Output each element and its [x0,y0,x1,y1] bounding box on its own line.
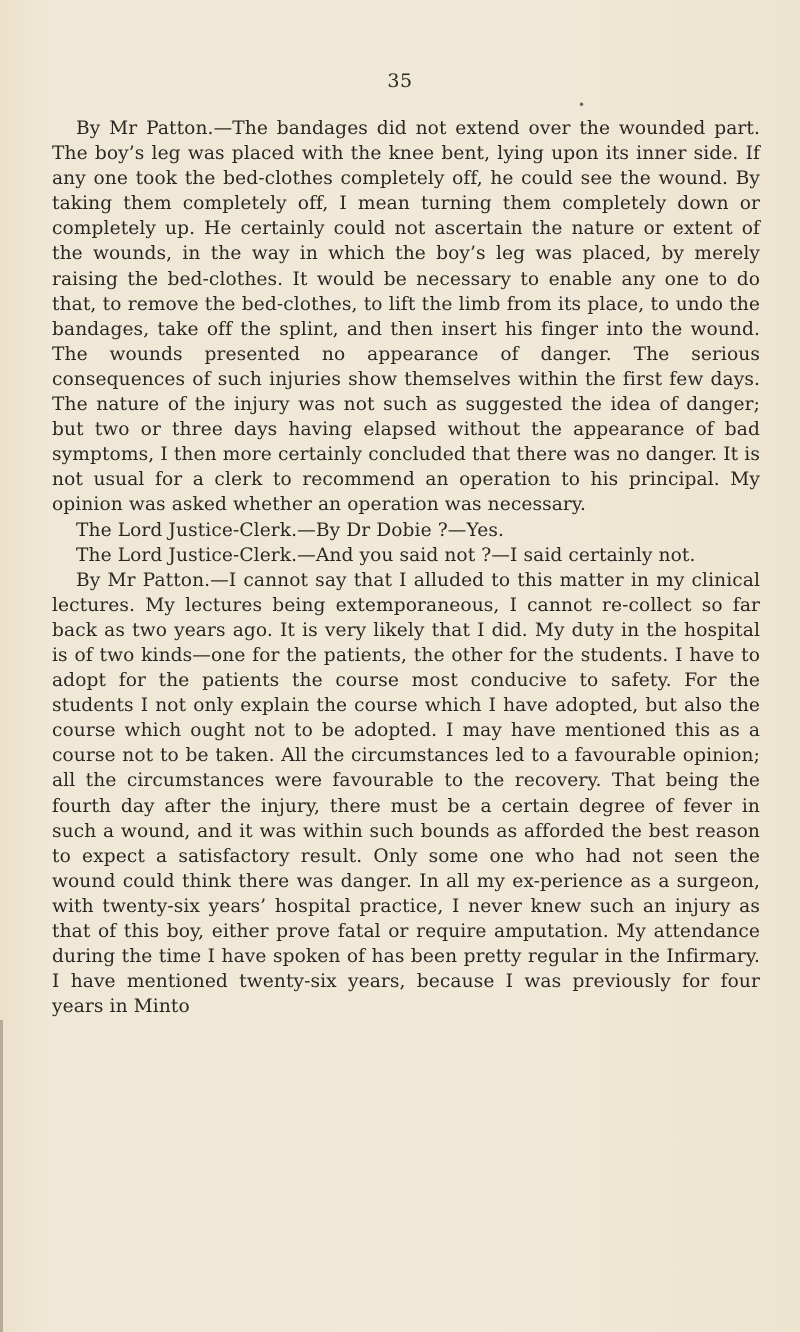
paragraph-justice-clerk-question-1: The Lord Justice-Clerk.—By Dr Dobie ?—Yes. [76,519,504,541]
body-text [52,116,760,1019]
paragraph-justice-clerk-question-2: The Lord Justice-Clerk.—And you said not ?—I said certainly not. [76,544,696,566]
page-number: 35 [387,70,413,92]
paragraph-testimony-patton-continued: By Mr Patton.—I cannot say that I alluded to this matter in my clinical lectures. My lectures being extemporaneous, I cannot re-collect so far back as two years ago. It is very likely that I did. My duty in the hospital is of two kinds—one for the patients, the other for the students. I have to adopt for the patients the course most conducive to safety. For the students I not only explain the course which I have adopted, but also the course which ought not to be adopted. I may have mentioned this as a course not to be taken. All the circumstances led to a favourable opinion; all the circumstances were favourable to the recovery. That being the fourth day after the injury, there must be a certain degree of fever in such a wound, and it was within such bounds as afforded the best reason to expect a satisfactory result. Only some one who had not seen the wound could think there was danger. In all my ex-perience as a surgeon, with twenty-six years’ hospital practice, I never knew such an injury as that of this boy, either prove fatal or require amputation. My attendance during the time I have spoken of has been pretty regular in the Infirmary. I have mentioned twenty-six years, because I was previously for four years in Minto [52,569,760,1018]
paragraph-testimony-patton: By Mr Patton.—The bandages did not extend over the wounded part. The boy’s leg was placed with the knee bent, lying upon its inner side. If any one took the bed-clothes completely off, he could see the wound. By taking them completely off, I mean turning them completely down or completely up. He certainly could not ascertain the nature or extent of the wounds, in the way in which the boy’s leg was placed, by merely raising the bed-clothes. It would be necessary to enable any one to do that, to remove the bed-clothes, to lift the limb from its place, to undo the bandages, take off the splint, and then insert his finger into the wound. The wounds presented no appearance of danger. The serious consequences of such injuries show themselves within the first few days. The nature of the injury was not such as suggested the idea of danger; but two or three days having elapsed without the appearance of bad symptoms, I then more certainly concluded that there was no danger. It is not usual for a clerk to recommend an operation to his principal. My opinion was asked whether an operation was necessary. [52,118,760,516]
stray-mark: • [578,98,586,112]
page-edge-shadow [0,1020,3,1332]
